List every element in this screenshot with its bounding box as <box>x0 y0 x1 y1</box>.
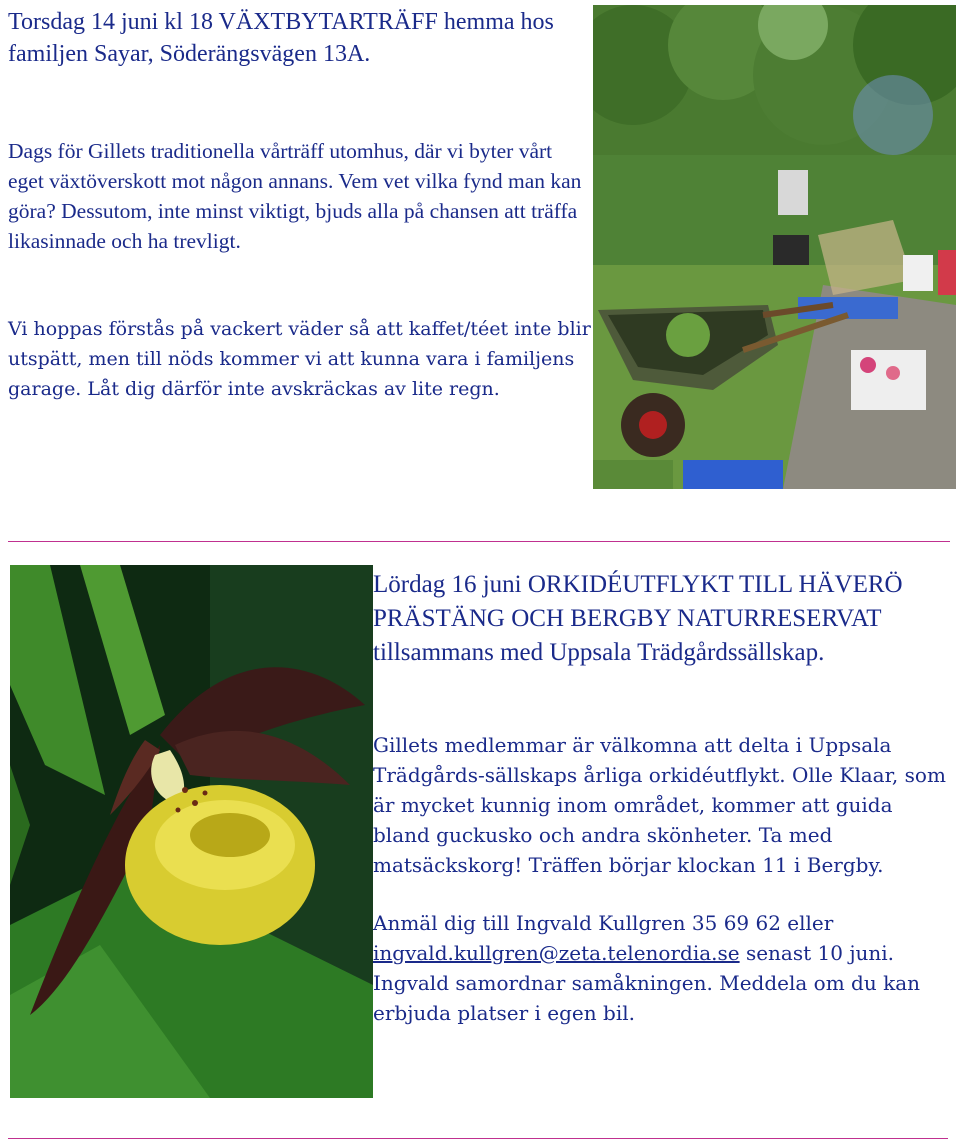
event1-title: Torsdag 14 juni kl 18 VÄXTBYTARTRÄFF hemma hos familjen Sayar, Söderängsvägen 13A. <box>8 9 554 67</box>
event2-subtitle: tillsammans med Uppsala Trädgårdssällskap. <box>373 639 825 666</box>
event2-heading: Lördag 16 juni ORKIDÉUTFLYKT TILL HÄVERÖ PRÄSTÄNG OCH BERGBY NATURRESERVAT <box>373 571 903 632</box>
event1-paragraph-1: Dags för Gillets traditionella vårträff utomhus, där vi byter vårt eget växtöverskott mot någon annans. Vem vet vilka fynd man kan göra? Dessutom, inte minst viktigt, bjuds alla på chansen att träffa likasinnade och ha trevligt. <box>8 139 582 253</box>
bottom-divider <box>8 1138 948 1139</box>
garden-photo <box>593 5 956 489</box>
signup-suffix: senast 10 juni. Ingvald samordnar samåkningen. Meddela om du kan erbjuda platser i egen bil. <box>373 941 920 1025</box>
event2-title <box>373 568 953 670</box>
event2-paragraph-2 <box>373 908 953 1028</box>
section-divider <box>8 541 950 542</box>
event2-paragraph-1: Gillets medlemmar är välkomna att delta i Uppsala Trädgårds-sällskaps årliga orkidéutflykt. Olle Klaar, som är mycket kunnig inom området, kommer att guida bland guckusko och andra skönheter. Ta med matsäckskorg! Träffen börjar klockan 11 i Bergby. <box>373 733 946 877</box>
orchid-photo <box>10 565 373 1098</box>
event1-paragraph-2: Vi hoppas förstås på vackert väder så att kaffet/téet inte blir utspätt, men till nöds kommer vi att kunna vara i familjens garage. Låt dig därför inte avskräckas av lite regn. <box>8 318 591 400</box>
signup-prefix: Anmäl dig till Ingvald Kullgren 35 69 62 eller <box>373 911 834 935</box>
email-link[interactable]: ingvald.kullgren@zeta.telenordia.se <box>373 941 740 965</box>
